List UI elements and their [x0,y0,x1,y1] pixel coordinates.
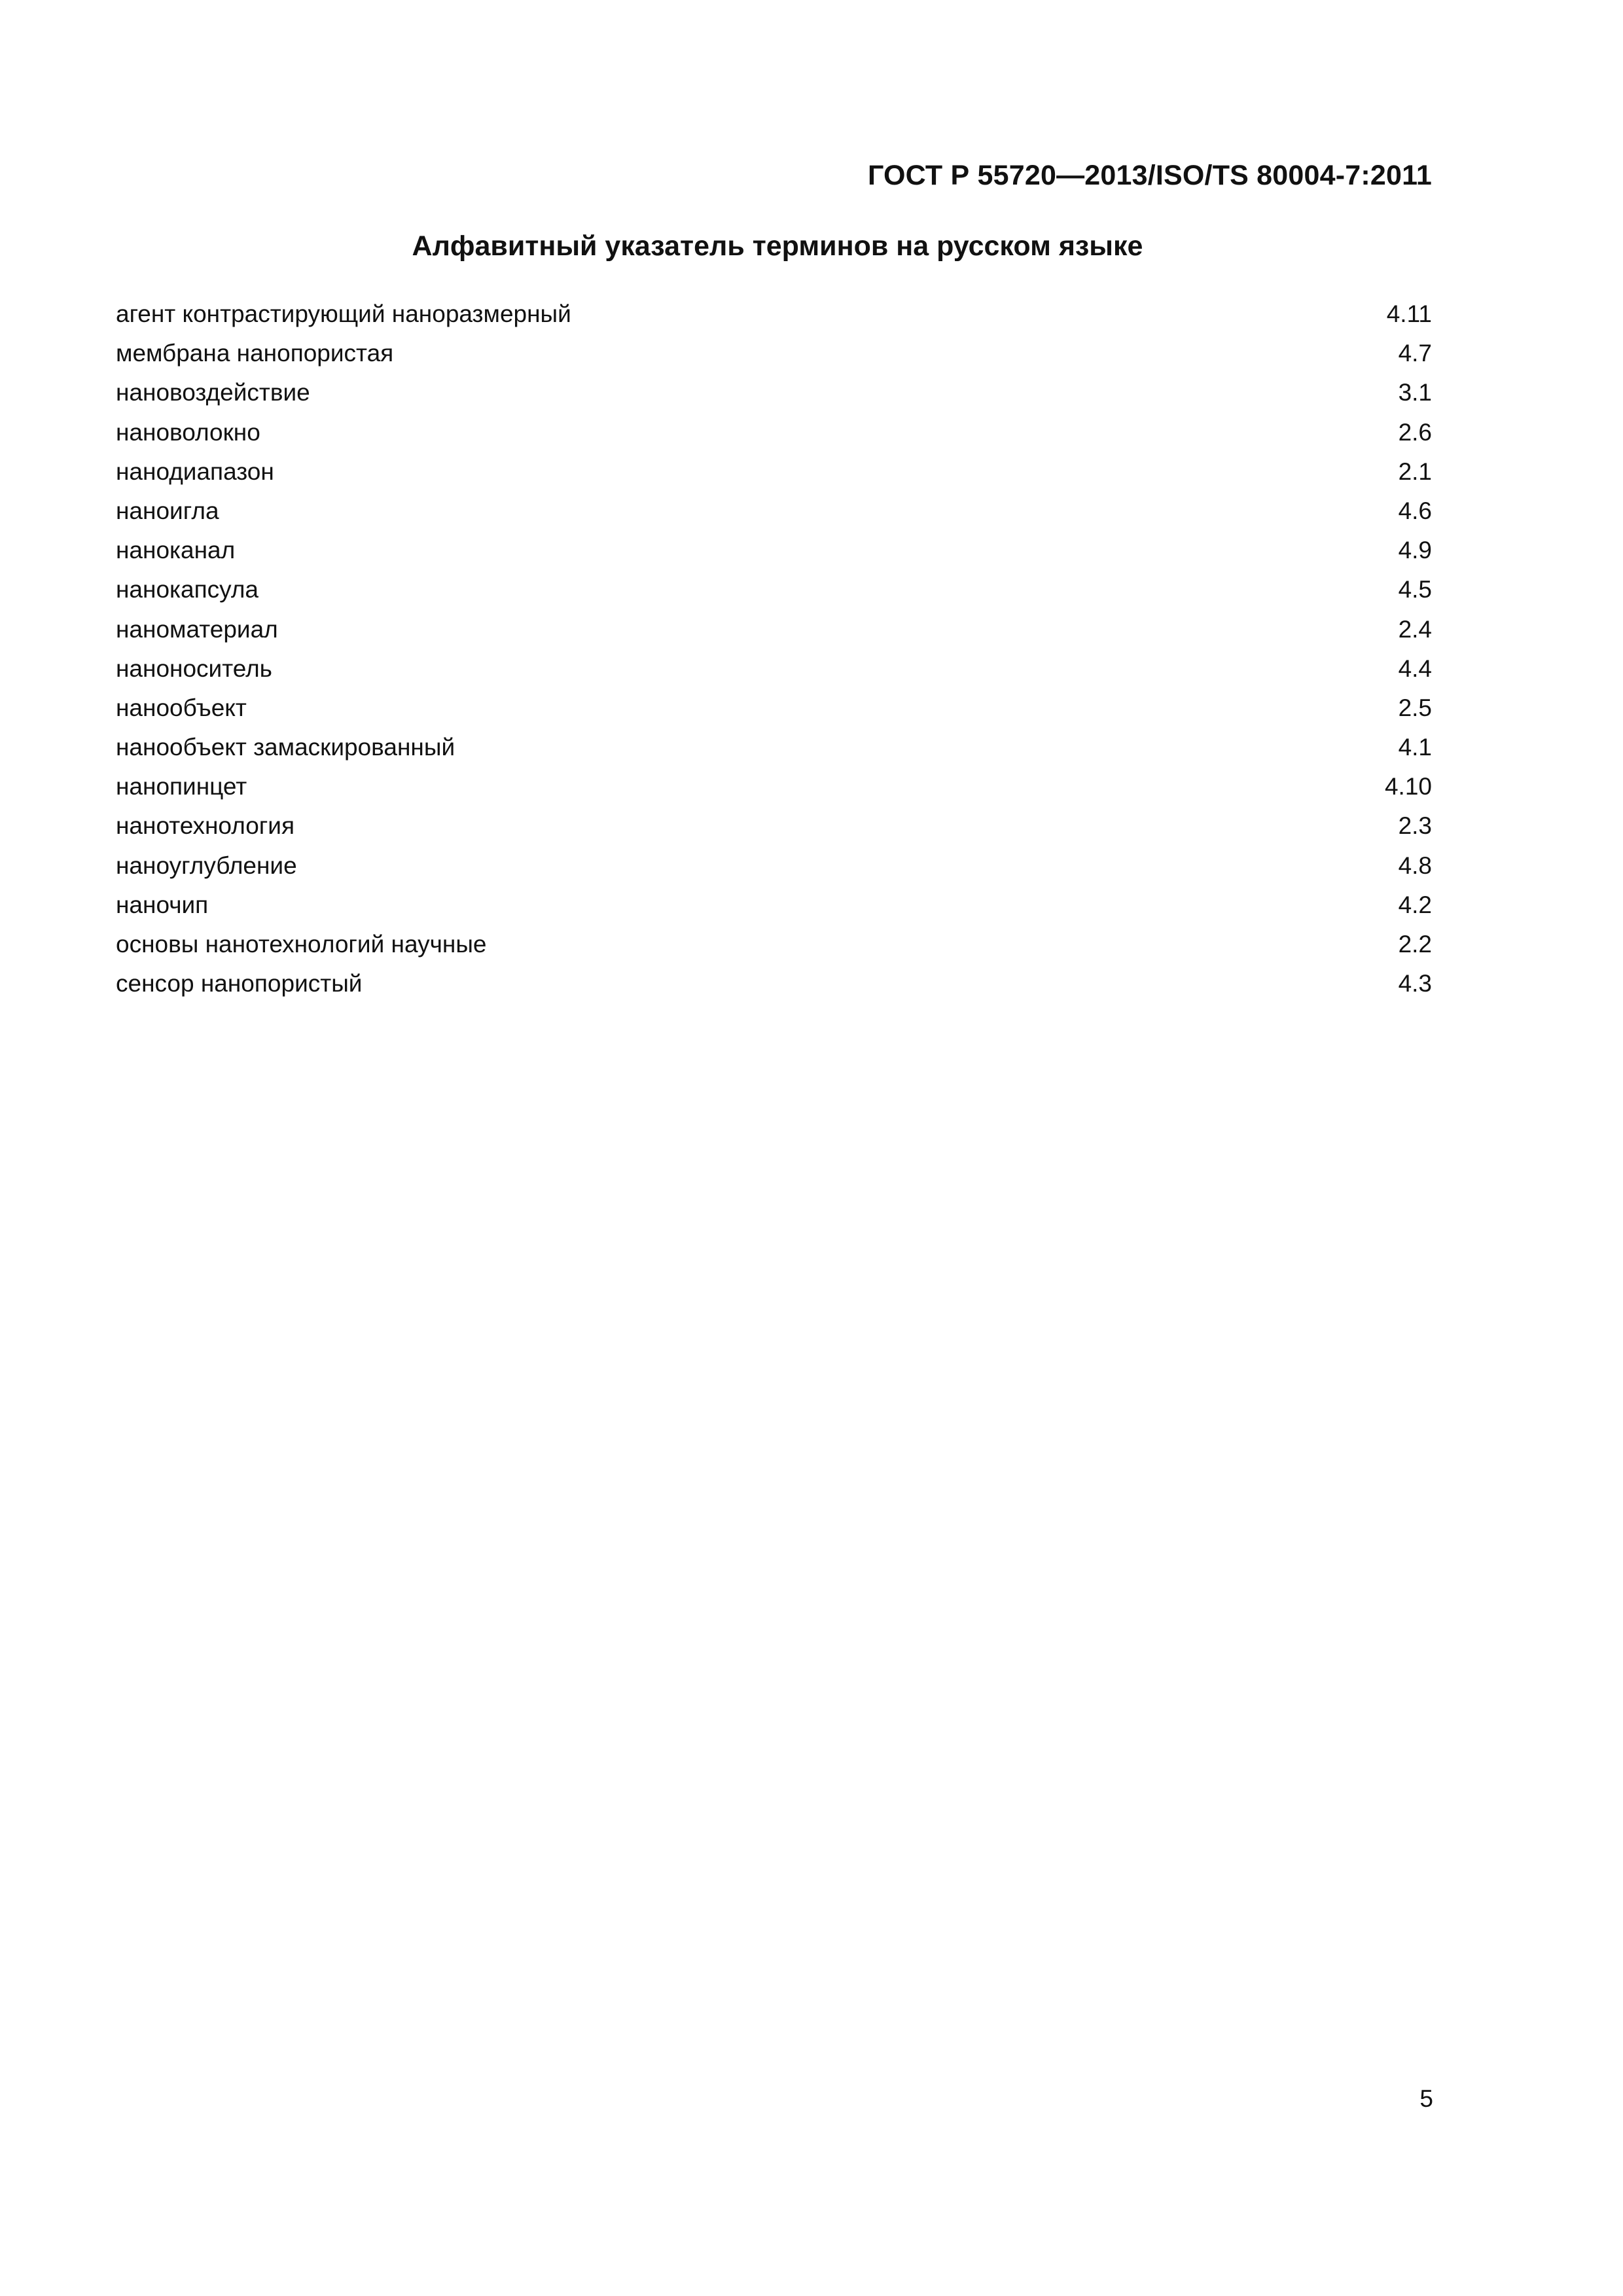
index-list [116,298,1432,1007]
index-entry [116,573,1432,613]
index-ref: 4.4 [1398,655,1432,682]
index-ref: 2.5 [1398,694,1432,721]
index-entry [116,810,1432,849]
document-header: ГОСТ Р 55720—2013/ISO/TS 80004-7:2011 [868,160,1432,191]
index-entry [116,731,1432,770]
index-term: сенсор нанопористый [116,970,363,997]
index-entry [116,298,1432,337]
index-entry [116,534,1432,573]
index-entry [116,692,1432,731]
index-ref: 4.3 [1398,970,1432,997]
index-term: наноуглубление [116,852,297,879]
index-ref: 2.3 [1398,812,1432,840]
index-term: нанопинцет [116,773,247,800]
index-entry [116,337,1432,376]
index-term: мембрана нанопористая [116,340,394,367]
index-term: наноматериал [116,615,278,643]
index-entry [116,850,1432,889]
index-ref: 2.4 [1398,615,1432,643]
index-entry [116,495,1432,534]
index-title: Алфавитный указатель терминов на русском языке [412,230,1143,262]
index-ref: 4.2 [1398,891,1432,918]
index-ref: 4.9 [1398,537,1432,564]
index-term: наночип [116,891,209,918]
index-term: нанообъект [116,694,247,721]
index-term: нанотехнология [116,812,294,840]
index-ref: 4.10 [1384,773,1432,800]
index-entry [116,770,1432,810]
index-term: нановоздействие [116,379,310,406]
index-term: наноигла [116,497,219,524]
index-entry [116,653,1432,692]
index-ref: 4.5 [1398,576,1432,603]
index-ref: 4.7 [1398,340,1432,367]
index-ref: 4.11 [1386,300,1432,327]
index-term: наноноситель [116,655,272,682]
index-ref: 2.1 [1398,457,1432,485]
index-term: нанокапсула [116,576,259,603]
index-entry [116,376,1432,416]
index-entry [116,613,1432,653]
index-entry [116,967,1432,1007]
index-entry [116,928,1432,967]
index-ref: 4.1 [1398,734,1432,761]
index-ref: 4.6 [1398,497,1432,524]
index-ref: 3.1 [1398,379,1432,406]
page-number: 5 [1419,2085,1433,2112]
index-entry [116,416,1432,456]
index-term: агент контрастирующий наноразмерный [116,300,571,327]
index-term: нановолокно [116,418,260,446]
index-ref: 2.2 [1398,931,1432,958]
index-term: нанодиапазон [116,457,274,485]
index-ref: 2.6 [1398,418,1432,446]
index-term: нанообъект замаскированный [116,734,455,761]
index-term: основы нанотехнологий научные [116,931,487,958]
index-term: наноканал [116,537,236,564]
index-ref: 4.8 [1398,852,1432,879]
index-entry [116,889,1432,928]
index-entry [116,456,1432,495]
